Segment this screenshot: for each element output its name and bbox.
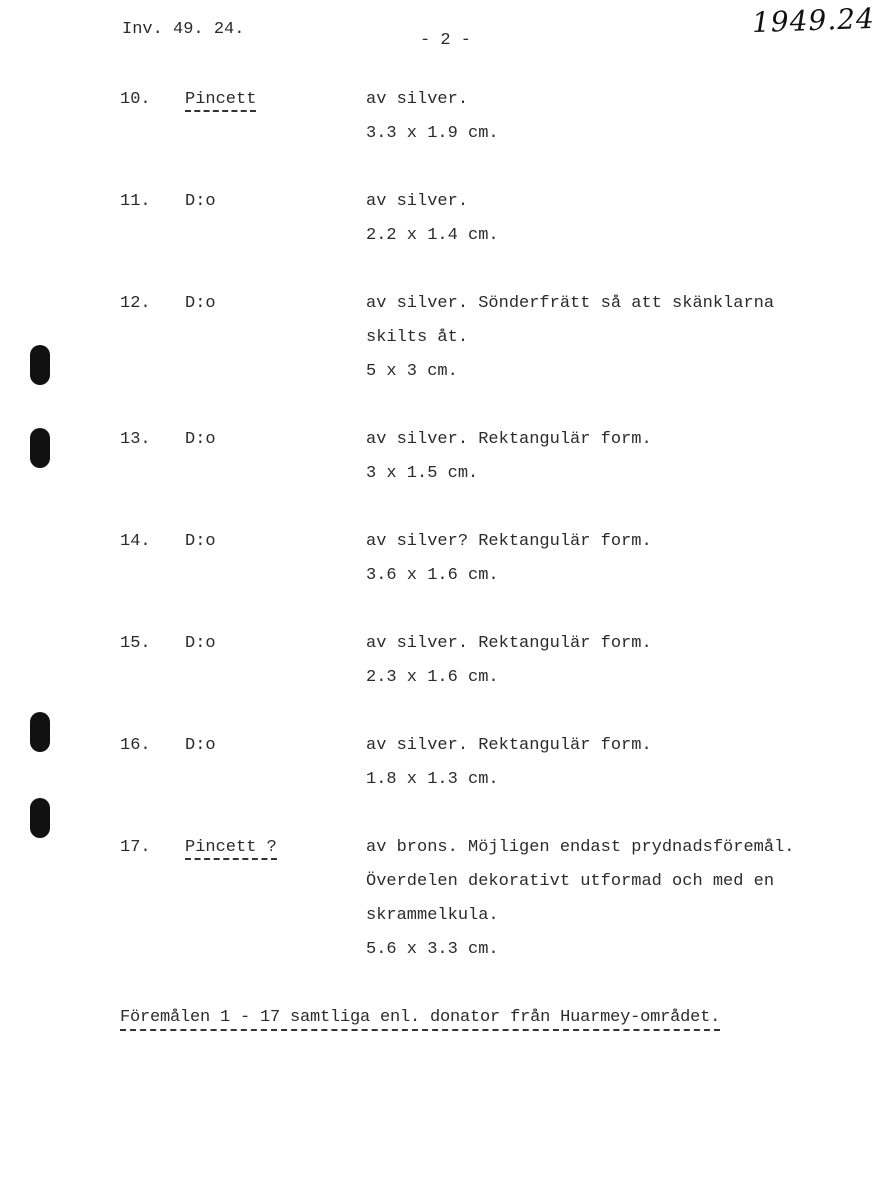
page-number: - 2 - — [420, 31, 472, 50]
entry-number: 16. — [120, 736, 151, 755]
description-line: skrammelkula. — [366, 906, 499, 925]
entry-number: 13. — [120, 430, 151, 449]
entry-number: 11. — [120, 192, 151, 211]
description-line: 5.6 x 3.3 cm. — [366, 940, 499, 959]
entry-description — [366, 634, 826, 702]
description-line: av silver. Sönderfrätt så att skänklarna — [366, 294, 775, 313]
entry-name: Pincett ? — [185, 838, 277, 860]
handwritten-catalog-number: 1949.24 — [751, 1, 875, 40]
entry-description — [366, 736, 826, 804]
entry-description — [366, 430, 826, 498]
entry-number: 17. — [120, 838, 151, 857]
entry-description — [366, 532, 826, 600]
inventory-reference: Inv. 49. 24. — [122, 20, 245, 39]
description-line: av silver. — [366, 90, 469, 109]
description-line: av silver. Rektangulär form. — [366, 430, 652, 449]
punch-hole — [30, 345, 50, 385]
description-line: 5 x 3 cm. — [366, 362, 458, 381]
entry-description — [366, 90, 826, 158]
description-line: 3.3 x 1.9 cm. — [366, 124, 499, 143]
description-line: av silver. Rektangulär form. — [366, 634, 652, 653]
description-line: av silver. Rektangulär form. — [366, 736, 652, 755]
description-line: 3 x 1.5 cm. — [366, 464, 479, 483]
entry-description — [366, 838, 826, 974]
entry-name: D:o — [185, 430, 216, 449]
entry-description — [366, 294, 826, 396]
description-line: 2.2 x 1.4 cm. — [366, 226, 499, 245]
punch-hole — [30, 798, 50, 838]
entry-number: 12. — [120, 294, 151, 313]
description-line: av silver? Rektangulär form. — [366, 532, 652, 551]
entry-description — [366, 192, 826, 260]
entry-number: 10. — [120, 90, 151, 109]
punch-hole — [30, 712, 50, 752]
description-line: av brons. Möjligen endast prydnadsföremål. — [366, 838, 795, 857]
entry-name: D:o — [185, 532, 216, 551]
description-line: Överdelen dekorativt utformad och med en — [366, 872, 775, 891]
entry-number: 14. — [120, 532, 151, 551]
description-line: 2.3 x 1.6 cm. — [366, 668, 499, 687]
entry-name: D:o — [185, 294, 216, 313]
description-line: 1.8 x 1.3 cm. — [366, 770, 499, 789]
entry-number: 15. — [120, 634, 151, 653]
entry-name: Pincett — [185, 90, 256, 112]
entry-name: D:o — [185, 192, 216, 211]
entry-name: D:o — [185, 736, 216, 755]
description-line: skilts åt. — [366, 328, 469, 347]
entry-name: D:o — [185, 634, 216, 653]
description-line: 3.6 x 1.6 cm. — [366, 566, 499, 585]
punch-hole — [30, 428, 50, 468]
description-line: av silver. — [366, 192, 469, 211]
provenance-note: Föremålen 1 - 17 samtliga enl. donator från Huarmey-området. — [120, 1008, 720, 1031]
